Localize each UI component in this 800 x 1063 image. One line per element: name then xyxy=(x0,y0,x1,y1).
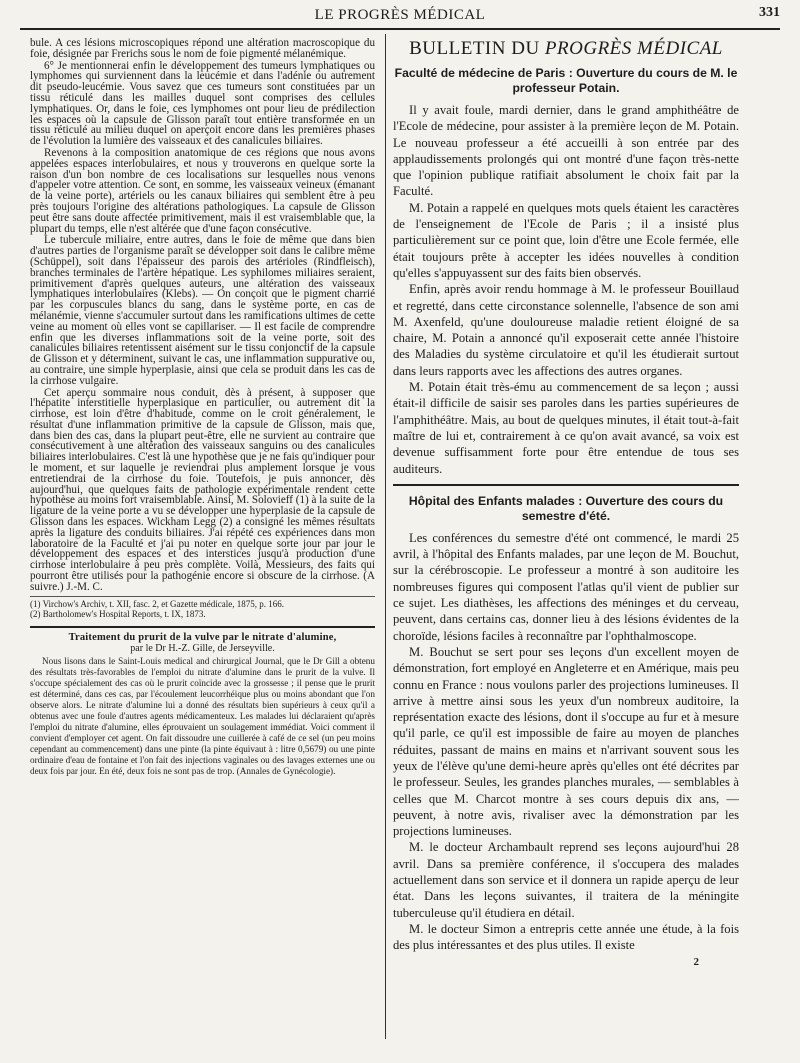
article-body: Nous lisons dans le Saint-Louis medical and chirurgical Journal, que le Dr Gill a obtenu des résultats très-favorables de l'emploi du nitrate d'alumine dans le prurit de la vulve. Il s'occupe spécialement des cas où le prurit coïncide avec la grossesse ; il pense que le prurit est déterminé, dans ces cas, par l'écoulement leucorrhéique plus ou moins abondant que l'on observe alors. Le nitrate d'alumine lui a donné des résultats bien supérieurs à ceux qu'il a obtenus avec une foule d'autres agents médicamenteux. Les malades lui déclaraient qu'après l'emploi du nitrate d'alumine, elles éprouvaient un soulagement immédiat. Voici comment il convient d'employer cet agent. On fait dissoudre une cuillerée à café de ce sel (un peu moins cependant au commencement) dans une pinte (la pinte équivaut à : litre 0,5679) ou une pinte ordinaire d'eau de fontaine et l'on fait des injections vaginales ou des lavages externes une ou deux fois par jour. En été, deux fois ne sont pas de trop. (Annales de Gynécologie). xyxy=(30,655,375,776)
right-column xyxy=(393,36,739,1051)
bulletin-heading-journal: PROGRÈS MÉDICAL xyxy=(544,38,723,59)
section-paragraph: Il y avait foule, mardi dernier, dans le grand amphithéâtre de l'Ecole de médecine, pour assister à la première leçon de M. Potain. Le nouveau professeur a été accueilli à son entrée par des applaudissements prolongés qui ont montré d'une façon très-nette que l'opinion publique ratifiait absolument le choix fait par la Faculté. xyxy=(393,103,739,199)
section-title-hopital: Hôpital des Enfants malades : Ouverture des cours du semestre d'été. xyxy=(408,493,724,523)
section-paragraph: M. le docteur Archambault reprend ses leçons aujourd'hui 28 avril. Dans sa première conférence, il s'occupera des malades actuellement dans son service et il donnera un rapide aperçu de leur état. Dans les leçons suivantes, il traitera de la méningite tuberculeuse qu'il étudiera en détail. xyxy=(393,840,739,920)
page-number: 331 xyxy=(759,5,780,20)
section-title-faculte: Faculté de médecine de Paris : Ouverture du cours de M. le professeur Potain. xyxy=(394,66,738,95)
left-column xyxy=(30,38,375,1048)
left-paragraph: 6° Je mentionnerai enfin le développement des tumeurs lymphatiques ou lymphomes qui surviennent dans la leucémie et dans l'adénie ou autrement dit pseudo-leucémie. Vous savez que ces tumeurs sont constituées par un tissu réticulé dans les mailles duquel sont comprises des cellules lymphatiques. Or, dans le foie, ces lymphomes ont pour lieu de prédilection les espaces où la capsule de Glisson paraît tout entière transformée en un tissu réticulé au milieu duquel on aperçoit encore dans les premières phases de l'évolution la lumière des vaisseaux et des canalicules biliaires. xyxy=(30,59,375,148)
footnote: (1) Virchow's Archiv, t. XII, fasc. 2, et Gazette médicale, 1875, p. 166. xyxy=(30,598,285,609)
left-paragraph: Cet aperçu sommaire nous conduit, dès à présent, à supposer que l'hépatite interstitielle hyperplasique en particulier, ou autrement dit la cirrhose, est loin d'être d'habitude, comme on le croit généralement, le résultat d'une inflammation primitive de la capsule de Glisson, mais que, dans bien des cas, dans la plupart peut-être, elle ne survient au contraire que consécutivement à une altération des vaisseaux sanguins ou des canalicules biliaires interlobulaires. C'est là une hypothèse que je ne fais qu'indiquer pour le moment, et sur laquelle je reviendrai plus amplement lorsque je vous entretiendrai de la cirrhose du foie. Toutefois, je puis annoncer, dès aujourd'hui, que quelques faits de pathologie expérimentale rendent cette hypothèse au moins fort vraisemblable. Ainsi, M. Solovieff (1) à la suite de la ligature de la veine porte a vu se développer une hyperplasie de la capsule de Glisson dans les espaces. Wickham Legg (2) a consigné les mêmes résultats après la ligature des conduits biliaires. J'ai répété ces expériences dans mon laboratoire de la Faculté et j'ai pu noter en quelque sorte jour par jour le développement des espaces et des interstices jusqu'à production d'une cirrhose interlobulaire à peu près complète. Voilà, Messieurs, des faits qui pourront être utilisés pour la pathogénie encore si obscure de la cirrhose. (A suivre.) J.-M. C. xyxy=(30,386,375,593)
left-paragraph: Le tubercule miliaire, entre autres, dans le foie de même que dans bien d'autres parties de l'organisme paraît se développer soit dans le calibre même (Schüppel), soit dans l'épaisseur des parois des artérioles (Rindfleisch), branches terminales de l'artère hépatique. Les syphilomes miliaires seraient, primitivement d'après quelques auteurs, une altération des vaisseaux lymphatiques interlobulaires (Klebs). — On conçoit que le pigment charrié par les corpuscules blancs du sang, dans le système porte, en cas de mélanémie, vienne s'accumuler surtout dans les ramifications ultimes de cette veine au moment où elles vont se capillariser. — Il est facile de comprendre enfin que les diverses inflammations soit de la veine porte, soit des canalicules biliaires retentissent aisément sur le tissu conjonctif de la capsule de Glisson et y déterminent, suivant le cas, une inflammation suppurative ou, au contraire, une simple hyperplasie, ainsi que cela se produit dans les cas de la cirrhose vulgaire. xyxy=(30,234,375,387)
footnotes xyxy=(30,596,375,620)
section-paragraph: M. Potain était très-ému au commencement de sa leçon ; aussi était-il difficile de saisir ses paroles dans les parties supérieures de l'amphithéâtre. Mais, au bout de quelques minutes, il était tout-à-fait maître de lui et, contrairement à ce qu'on avait avancé, sa voix est devenue suffisamment forte pour être entendue de tous ses auditeurs. xyxy=(393,380,739,476)
page-header xyxy=(20,4,780,26)
left-paragraph: Revenons à la composition anatomique de ces régions que nous avons appelées espaces interlobulaires, et nous y trouverons en quelque sorte la raison d'un bon nombre de ces localisations sur lesquelles nous venons d'appeler votre attention. Ce sont, en somme, les vaisseaux veineux (émanant de la veine porte), artériels ou les canaux biliaires qui semblent être à peu près toujours l'origine des altérations pathologiques. La capsule de Glisson peut être sans doute affectée primitivement, mais il est vraisemblable que, la plupart du temps, elle n'est altérée que d'une façon consécutive. xyxy=(30,146,375,235)
left-paragraph: bule. A ces lésions microscopiques répond une altération macroscopique du foie, désignée par Frerichs sous le nom de foie pigmenté mélanémique. xyxy=(30,38,375,60)
bulletin-heading-prefix: BULLETIN DU xyxy=(409,38,545,59)
section-paragraph: M. le docteur Simon a entrepris cette année une étude, à la fois des plus intéressantes et des plus utiles. Il existe xyxy=(393,921,739,953)
journal-title: LE PROGRÈS MÉDICAL xyxy=(314,7,486,23)
section-paragraph: Les conférences du semestre d'été ont commencé, le mardi 25 avril, à l'hôpital des Enfants malades, par une leçon de M. Bouchut, sur la cérébroscopie. Le professeur a montré à son auditoire les nombreuses figures qui composent l'atlas qu'il vient de publier sur ce sujet. Les diathèses, les affections des méninges et du cerveau, peuvent, dans certains cas, donner lieu à des lésions évidentes de la choroïde, lésions faciles à reconnaître par l'ophthalmoscope. xyxy=(393,530,739,643)
article-separator xyxy=(30,626,375,628)
section-paragraph: M. Potain a rappelé en quelques mots quels étaient les caractères de l'enseignement de l'Ecole de Paris ; il a insisté plus particulièrement sur ce point que, loin d'être une Ecole fermée, elle était toujours prête à accepter les idées nouvelles à condition qu'elles s'appuyassent sur des faits bien observés. xyxy=(393,200,739,280)
section-separator xyxy=(393,484,739,486)
article-title: Traitement du prurit de la vulve par le nitrate d'alumine, xyxy=(68,631,337,643)
column-divider xyxy=(385,34,386,1039)
section-paragraph: M. Bouchut se sert pour ses leçons d'un excellent moyen de démonstration, fort employé en Angleterre et en Amérique, mais peu connu en France : nous voulons parler des projections lumineuses. Il arrive à mettre ainsi sous les yeux d'un nombreux auditoire, la représentation exacte des lésions, dont il s'occupe au fur et à mesure qu'il parle, ce qu'il est impossible de faire au moyen de planches réduites, passant de mains en mains et n'arrivant souvent sous les yeux de l'élève qu'une demi-heure après qu'elles ont été décrites par le professeur. Seules, les grandes planches murales, — semblables à celles que M. Charcot montre à ses cours depuis dix ans, — peuvent, à notre avis, rivaliser avec la démonstration par les projections lumineuses. xyxy=(393,644,739,839)
bulletin-heading xyxy=(393,38,739,60)
footnote: (2) Bartholomew's Hospital Reports, t. IX, 1873. xyxy=(30,609,206,620)
signature-mark: 2 xyxy=(693,955,699,968)
section-paragraph: Enfin, après avoir rendu hommage à M. le professeur Bouillaud et regretté, dans cette circonstance solennelle, l'absence de son ami M. Axenfeld, qu'une douloureuse maladie retient éloigné de sa chaire, M. Potain a annoncé qu'il exposerait cette année l'histoire des Maladies du système circulatoire et qu'il les étudierait surtout dans leurs rapports avec les affections des autres organes. xyxy=(393,282,739,378)
header-rule xyxy=(20,28,780,30)
article-author: par le Dr H.-Z. Gille, de Jerseyville. xyxy=(130,642,275,654)
